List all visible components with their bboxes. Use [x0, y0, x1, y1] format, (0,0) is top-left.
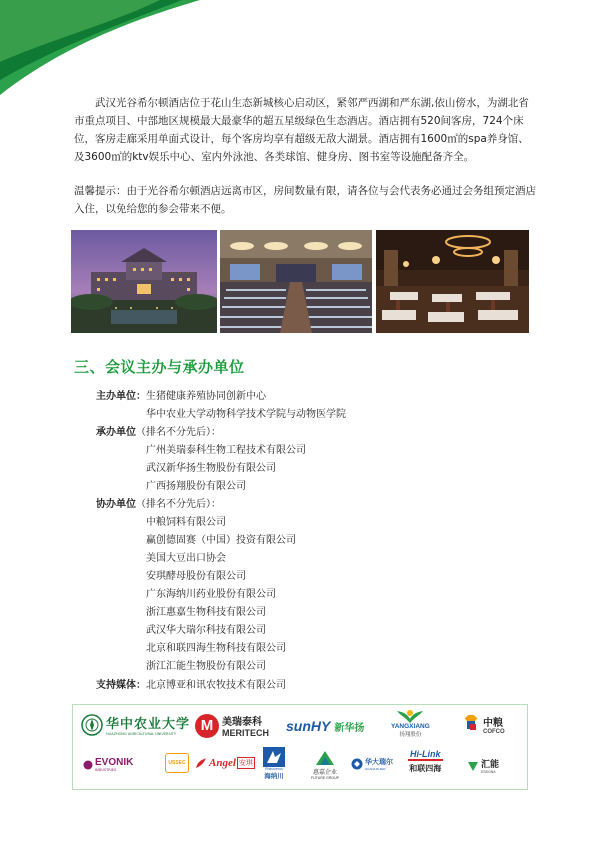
co-organizer-item: 浙江汇能生物股份有限公司 [146, 661, 266, 672]
co-organizer-note: （排名不分先后）： [136, 499, 221, 510]
evonik-subtitle: INDUSTRIES [95, 768, 117, 772]
hotel-exterior-photo [71, 230, 217, 333]
undertake-item: 广西扬翔股份有限公司 [146, 481, 246, 492]
undertake-label: 承办单位（排名不分先后）： [96, 427, 221, 438]
sunhy-name: 新华扬 [334, 722, 365, 734]
hotel-intro-paragraph: 武汉光谷希尔顿酒店位于花山生态新城核心启动区，紧邻严西湖和严东湖,依山傍水，为湖北省市重点项目、中部地区规模最大最豪华的超五星级绿色生态酒店。酒店拥有520间客房，724个床位，客房走廊采用单面式设计，每个客房均享有超级无敌大湖景。酒店拥有1600㎡的spa养身馆、及3600㎡的ktv娱乐中心、室内外泳池、各类球馆、健身房、图书室等设施配备齐全。 [74, 97, 529, 163]
angel-name: 安琪 [238, 759, 253, 767]
hotel-photo-strip [71, 230, 529, 333]
yangxiang-logo [391, 709, 430, 738]
hotel-restaurant-photo [376, 230, 529, 333]
co-organizer-item: 中粮饲料有限公司 [146, 517, 226, 528]
hzau-emblem-icon [81, 714, 103, 736]
hainachuan-name-en: Rhinoceros [265, 767, 283, 771]
meritech-name: 美瑞泰科 [222, 717, 262, 728]
sponsor-logo-panel [72, 704, 528, 790]
ussec-name: USSEC [165, 753, 189, 773]
co-organizer-item: 广东海纳川药业股份有限公司 [146, 589, 276, 600]
helian-logo [408, 749, 443, 774]
cofco-logo [461, 714, 505, 735]
huada-name-en: HUADA RUIER [365, 767, 386, 771]
cofco-name: 中粮 [483, 718, 503, 729]
yangxiang-name-en: YANGXIANG [391, 723, 430, 730]
helian-name-en: Hi-Link [410, 749, 441, 759]
media-item: 北京博亚和讯农牧技术有限公司 [146, 680, 286, 691]
hotel-conference-hall-photo [220, 230, 372, 333]
sunhy-logo [286, 718, 364, 734]
co-organizer-item: 安琪酵母股份有限公司 [146, 571, 246, 582]
evonik-mark-icon [83, 760, 93, 770]
huijia-name: 惠嘉企业 [312, 769, 337, 776]
co-organizer-label: 协办单位（排名不分先后）： [96, 499, 221, 510]
hzau-logo [81, 713, 190, 736]
cofco-name-en: COFCO [483, 729, 505, 735]
host-label: 主办单位： [96, 391, 146, 402]
ussec-logo [165, 753, 189, 773]
huada-logo [351, 757, 393, 771]
hzau-name-en: HUAZHONG AGRICULTURAL UNIVERSITY [106, 732, 177, 736]
angel-name-en: Angel [209, 757, 236, 769]
angel-mark-icon [195, 757, 207, 769]
undertake-item: 广州美瑞泰科生物工程技术有限公司 [146, 445, 306, 456]
yangxiang-name: 扬翔股份 [399, 732, 422, 738]
undertake-note: （排名不分先后）： [136, 427, 221, 438]
co-organizer-item: 北京和联四海生物科技有限公司 [146, 643, 286, 654]
host-item: 华中农业大学动物科学技术学院与动物医学院 [146, 409, 346, 420]
huineng-logo [467, 757, 499, 774]
host-item: 生猪健康养殖协同创新中心 [146, 391, 266, 402]
section-title: 三、会议主办与承办单位 [74, 358, 245, 376]
meritech-logo [195, 713, 269, 738]
hzau-name: 华中农业大学 [106, 717, 191, 732]
huijia-name-en: FUTURE GROUP [311, 776, 339, 780]
evonik-name: EVONIK [95, 757, 134, 768]
huineng-name-en: ESSONA [481, 770, 496, 774]
huijia-logo [311, 749, 339, 780]
media-label: 支持媒体： [96, 680, 146, 691]
hainachuan-name: 海纳川 [264, 772, 284, 780]
huijia-mark-icon [314, 749, 336, 767]
huineng-name: 汇能 [481, 760, 500, 770]
co-organizer-item: 赢创德固赛（中国）投资有限公司 [146, 535, 296, 546]
hainachuan-mark-icon [263, 747, 285, 767]
helian-name: 和联四海 [409, 764, 442, 773]
co-organizer-item: 武汉华大瑞尔科技有限公司 [146, 625, 266, 636]
huada-name: 华大瑞尔 [365, 758, 393, 766]
yangxiang-leaf-icon [397, 709, 423, 723]
corner-swoosh-decoration [0, 0, 200, 95]
huineng-mark-icon [467, 760, 479, 772]
sunhy-name-en: sunHY [286, 718, 331, 734]
cofco-mark-icon [461, 715, 481, 735]
huada-mark-icon [351, 758, 363, 770]
co-organizer-item: 美国大豆出口协会 [146, 553, 226, 564]
undertake-item: 武汉新华扬生物股份有限公司 [146, 463, 276, 474]
hotel-booking-tip: 温馨提示：由于光谷希尔顿酒店远离市区，房间数量有限，请各位与会代表务必通过会务组预定酒店入住，以免给您的参会带来不便。 [74, 185, 536, 215]
hainachuan-logo [263, 747, 285, 780]
angel-logo [195, 757, 255, 769]
meritech-name-en: MERITECH [222, 728, 269, 738]
meritech-mark-icon: M [195, 714, 219, 738]
evonik-logo [83, 757, 133, 772]
co-organizer-item: 浙江惠嘉生物科技有限公司 [146, 607, 266, 618]
